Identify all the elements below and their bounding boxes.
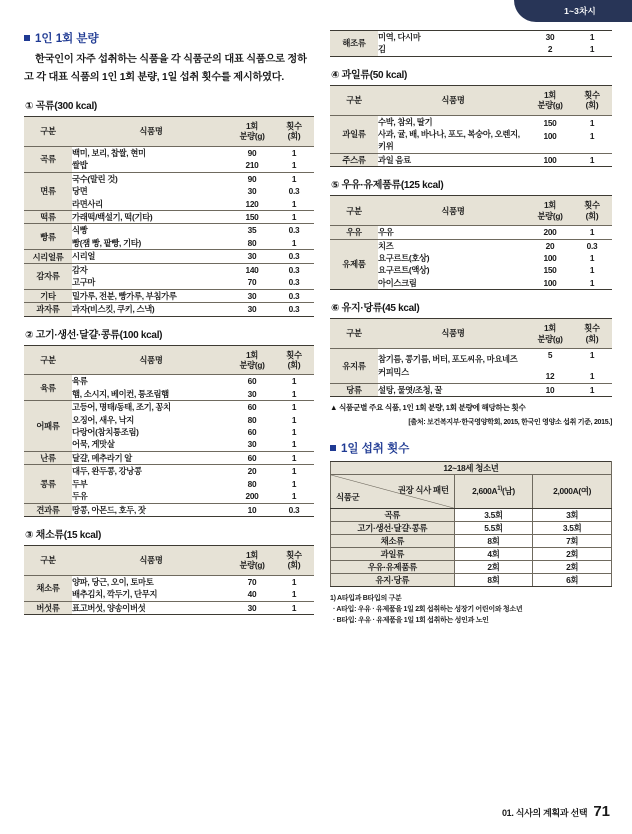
intake-cell-male: 5.5회	[454, 521, 533, 534]
cell-count: 1 1 1 1	[274, 401, 314, 452]
table4-body	[330, 115, 612, 167]
cell-category: 주스류	[330, 153, 378, 166]
cell-serving-qty: 5 12	[528, 348, 572, 383]
square-bullet-icon	[24, 35, 30, 41]
table4-title: ④ 과일류(50 kcal)	[331, 69, 408, 81]
cell-food-names: 달걀, 메추라기 알	[72, 451, 230, 464]
table-row	[24, 289, 314, 302]
cell-food-names: 참기름, 콩기름, 버터, 포도씨유, 마요네즈 커피믹스	[378, 348, 528, 383]
intake-cell-group: 채소류	[331, 534, 455, 547]
intake-cell-group: 과일류	[331, 547, 455, 560]
page-folio	[502, 803, 610, 820]
cell-food-names: 수박, 참외, 딸기 사과, 귤, 배, 바나나, 포도, 복숭아, 오렌지, 키위	[378, 115, 528, 153]
folio-page-number: 71	[593, 803, 610, 820]
table-row	[330, 226, 612, 239]
th-gubun: 구분	[330, 319, 378, 349]
th-count: 횟수 (회)	[274, 117, 314, 147]
cell-serving-qty: 30	[230, 601, 274, 614]
th-gubun: 구분	[24, 117, 72, 147]
table-row	[24, 401, 314, 452]
th-food-name: 식품명	[378, 85, 528, 115]
th-gubun: 구분	[24, 345, 72, 375]
cell-serving-qty: 90 30 120	[230, 172, 274, 210]
table-fruits	[330, 85, 612, 167]
cell-category: 과자류	[24, 303, 72, 316]
cell-food-names: 고등어, 명태/동태, 조기, 꽁치 오징어, 새우, 낙지 다랑어(참치통조림) 어묵, 게맛살	[72, 401, 230, 452]
cell-food-names: 감자 고구마	[72, 263, 230, 289]
intake-cell-female: 2회	[533, 547, 612, 560]
corner-tab-label: 1~3차시	[564, 6, 596, 16]
table-dairy	[330, 195, 612, 290]
intake-cell-group: 유지·당류	[331, 573, 455, 586]
cell-category: 난류	[24, 451, 72, 464]
intake-cell-female: 6회	[533, 573, 612, 586]
cell-category: 당류	[330, 383, 378, 396]
th-gubun: 구분	[24, 546, 72, 576]
cell-category: 채소류	[24, 575, 72, 601]
cell-serving-qty: 30	[230, 303, 274, 316]
table3-title: ③ 채소류(15 kcal)	[25, 530, 102, 542]
cell-serving-qty: 90 210	[230, 146, 274, 172]
table5-title: ⑤ 우유·유제품류(125 kcal)	[331, 180, 444, 192]
cell-category: 콩류	[24, 465, 72, 503]
intake-pattern-label: 권장 식사 패턴	[397, 484, 449, 495]
intake-row	[331, 521, 612, 534]
cell-category: 우유	[330, 226, 378, 239]
intake-cell-male: 8회	[454, 534, 533, 547]
cell-food-names: 표고버섯, 양송이버섯	[72, 601, 230, 614]
footnote-2: · B타입: 우유 · 유제품을 1일 1회 섭취하는 성인과 노인	[333, 616, 489, 624]
th-serving-qty: 1회 분량(g)	[528, 85, 572, 115]
folio-chapter: 01. 식사의 계획과 선택	[501, 808, 588, 818]
cell-food-names: 우유	[378, 226, 528, 239]
cell-category: 시리얼류	[24, 250, 72, 263]
table-row	[330, 153, 612, 166]
intake-row	[331, 573, 612, 586]
table-row	[330, 31, 612, 57]
table3cont-body	[330, 31, 612, 57]
cell-serving-qty: 200	[528, 226, 572, 239]
cell-food-names: 가래떡/백설기, 떡(기타)	[72, 211, 230, 224]
table-row	[24, 451, 314, 464]
cell-category: 버섯류	[24, 601, 72, 614]
footnote-1: · A타입: 우유 · 유제품을 1일 2회 섭취하는 성장기 어린이와 청소년	[333, 605, 523, 613]
cell-food-names: 대두, 완두콩, 강낭콩 두부 두유	[72, 465, 230, 503]
section-heading-daily-intake	[330, 440, 612, 456]
cell-serving-qty: 20 80 200	[230, 465, 274, 503]
cell-serving-qty: 30	[230, 289, 274, 302]
cell-category: 해조류	[330, 31, 378, 57]
cell-count: 1	[572, 153, 612, 166]
cell-serving-qty: 35 80	[230, 224, 274, 250]
table-row	[24, 146, 314, 172]
table3-body	[24, 575, 314, 614]
intake-body	[331, 508, 612, 586]
th-food-name: 식품명	[72, 546, 230, 576]
cell-category: 떡류	[24, 211, 72, 224]
cell-count: 0.3	[274, 289, 314, 302]
cell-count: 1 1	[572, 115, 612, 153]
left-column	[24, 30, 314, 615]
intake-cell-female: 3.5회	[533, 521, 612, 534]
table-row	[24, 263, 314, 289]
table-row	[24, 303, 314, 316]
cell-category: 면류	[24, 172, 72, 210]
cell-count: 0.3 1	[274, 224, 314, 250]
table-protein	[24, 345, 314, 518]
intake-cell-group: 우유·유제품류	[331, 560, 455, 573]
cell-serving-qty: 70 40	[230, 575, 274, 601]
table-row	[24, 250, 314, 263]
th-serving-qty: 1회 분량(g)	[528, 319, 572, 349]
intake-col-male: $2,600A^{1)}$(남)	[454, 474, 533, 508]
cell-serving-qty: 10	[528, 383, 572, 396]
cell-count: 1	[274, 211, 314, 224]
table-row	[24, 601, 314, 614]
cell-food-names: 양파, 당근, 오이, 토마토 배추김치, 깍두기, 단무지	[72, 575, 230, 601]
cell-count: 0.3	[274, 250, 314, 263]
cell-food-names: 육류 햄, 소시지, 베이컨, 통조림햄	[72, 375, 230, 401]
table-row	[24, 172, 314, 210]
intake-foodgroup-label: 식품군	[336, 491, 360, 502]
th-gubun: 구분	[330, 85, 378, 115]
th-food-name: 식품명	[72, 345, 230, 375]
table-row	[330, 383, 612, 396]
cell-food-names: 백미, 보리, 찹쌀, 현미 쌀밥	[72, 146, 230, 172]
cell-count: 1 1 1	[274, 465, 314, 503]
intake-col-female: 2,000A(여)	[533, 474, 612, 508]
intake-cell-female: 7회	[533, 534, 612, 547]
cell-count: 1 1	[274, 375, 314, 401]
cell-category: 곡류	[24, 146, 72, 172]
table5-body	[330, 226, 612, 290]
table6-body	[330, 348, 612, 396]
intake-top-header: 12~18세 청소년	[331, 461, 612, 474]
intake-cell-male: 2회	[454, 560, 533, 573]
cell-serving-qty: 60	[230, 451, 274, 464]
intake-cell-male: 4회	[454, 547, 533, 560]
cell-count: 1	[572, 383, 612, 396]
cell-count: 0.3 0.3	[274, 263, 314, 289]
cell-category: 어패류	[24, 401, 72, 452]
table-row	[24, 375, 314, 401]
cell-category: 견과류	[24, 503, 72, 516]
figure-source: [출처: 보건복지부·한국영양학회, 2015, 한국인 영양소 섭취 기준, 2015.]	[408, 418, 612, 426]
intake-cell-female: 3회	[533, 508, 612, 521]
cell-count: 1 1	[274, 575, 314, 601]
cell-count: 1 1	[274, 146, 314, 172]
th-serving-qty: 1회 분량(g)	[230, 546, 274, 576]
th-count: 횟수 (회)	[572, 85, 612, 115]
table2-title: ② 고기·생선·달걀·콩류(100 kcal)	[25, 329, 163, 341]
table1-body	[24, 146, 314, 316]
cell-serving-qty: 60 80 60 30	[230, 401, 274, 452]
table-grains	[24, 116, 314, 316]
table-vegetables	[24, 545, 314, 615]
cell-count: 1	[274, 601, 314, 614]
table-fats-sugars	[330, 318, 612, 397]
cell-food-names: 땅콩, 아몬드, 호두, 잣	[72, 503, 230, 516]
intake-row	[331, 534, 612, 547]
cell-serving-qty: 10	[230, 503, 274, 516]
cell-category: 육류	[24, 375, 72, 401]
th-serving-qty: 1회 분량(g)	[528, 196, 572, 226]
cell-count: 1 1	[572, 31, 612, 57]
right-column	[330, 30, 612, 627]
cell-food-names: 설탕, 물엿/조청, 꿀	[378, 383, 528, 396]
th-count: 횟수 (회)	[572, 196, 612, 226]
cell-serving-qty: 140 70	[230, 263, 274, 289]
intake-row	[331, 508, 612, 521]
cell-food-names: 밀가루, 전분, 빵가루, 부침가루	[72, 289, 230, 302]
table-row	[330, 115, 612, 153]
figure-caption: ▲ 식품군별 주요 식품, 1인 1회 분량, 1회 분량에 해당하는 횟수	[330, 402, 526, 412]
table-row	[330, 239, 612, 290]
cell-food-names: 국수(말린 것) 당면 라면사리	[72, 172, 230, 210]
cell-food-names: 미역, 다시마 김	[378, 31, 528, 57]
th-count: 횟수 (회)	[572, 319, 612, 349]
section-heading-label: 1인 1회 분량	[35, 33, 99, 45]
table-row	[24, 503, 314, 516]
table-row	[24, 465, 314, 503]
th-serving-qty: 1회 분량(g)	[230, 117, 274, 147]
cell-count: 0.3	[274, 303, 314, 316]
cell-category: 유지류	[330, 348, 378, 383]
th-food-name: 식품명	[378, 319, 528, 349]
cell-category: 유제품	[330, 239, 378, 290]
cell-serving-qty: 20 100 150 100	[528, 239, 572, 290]
cell-category: 기타	[24, 289, 72, 302]
cell-serving-qty: 30	[230, 250, 274, 263]
cell-count: 1	[572, 226, 612, 239]
cell-count: 1	[274, 451, 314, 464]
intro-paragraph: 한국인이 자주 섭취하는 식품을 각 식품군의 대표 식품으로 정하고 각 대표 식품의 1인 1회 분량, 1일 섭취 횟수를 제시하였다.	[24, 54, 307, 83]
th-food-name: 식품명	[378, 196, 528, 226]
intake-cell-group: 곡류	[331, 508, 455, 521]
table-row	[24, 211, 314, 224]
cell-count: 1 0.3 1	[274, 172, 314, 210]
cell-serving-qty: 30 2	[528, 31, 572, 57]
table-daily-intake	[330, 461, 612, 587]
intake-row	[331, 547, 612, 560]
intake-cell-male: 8회	[454, 573, 533, 586]
th-count: 횟수 (회)	[274, 546, 314, 576]
cell-category: 감자류	[24, 263, 72, 289]
th-serving-qty: 1회 분량(g)	[230, 345, 274, 375]
cell-serving-qty: 150	[230, 211, 274, 224]
intake-cell-female: 2회	[533, 560, 612, 573]
cell-food-names: 과일 음료	[378, 153, 528, 166]
cell-serving-qty: 150 100	[528, 115, 572, 153]
table-vegetables-continued	[330, 30, 612, 57]
intake-row	[331, 560, 612, 573]
intake-diagonal-header	[331, 474, 455, 508]
cell-food-names: 과자(비스킷, 쿠키, 스낵)	[72, 303, 230, 316]
square-bullet-icon	[330, 445, 336, 451]
table-row	[330, 348, 612, 383]
intake-cell-group: 고기·생선·달걀·콩류	[331, 521, 455, 534]
th-count: 횟수 (회)	[274, 345, 314, 375]
th-gubun: 구분	[330, 196, 378, 226]
cell-serving-qty: 60 30	[230, 375, 274, 401]
intake-cell-male: 3.5회	[454, 508, 533, 521]
footnote-0: 1) A타입과 B타입의 구분	[330, 594, 402, 602]
table-row	[24, 575, 314, 601]
cell-serving-qty: 100	[528, 153, 572, 166]
footnotes	[330, 594, 612, 627]
cell-count: 0.3	[274, 503, 314, 516]
section-heading-label: 1일 섭취 횟수	[341, 442, 410, 455]
cell-food-names: 식빵 빵(잼 빵, 팥빵, 기타)	[72, 224, 230, 250]
table1-title: ① 곡류(300 kcal)	[25, 101, 97, 113]
table6-title: ⑥ 유지·당류(45 kcal)	[331, 303, 420, 315]
th-food-name: 식품명	[72, 117, 230, 147]
table2-body	[24, 375, 314, 517]
cell-food-names: 시리얼	[72, 250, 230, 263]
cell-food-names: 치즈 요구르트(호상) 요구르트(액상) 아이스크림	[378, 239, 528, 290]
section-heading-serving-size	[24, 30, 314, 46]
cell-count: 1 1	[572, 348, 612, 383]
cell-category: 빵류	[24, 224, 72, 250]
cell-count: 0.3 1 1 1	[572, 239, 612, 290]
cell-category: 과일류	[330, 115, 378, 153]
table-row	[24, 224, 314, 250]
